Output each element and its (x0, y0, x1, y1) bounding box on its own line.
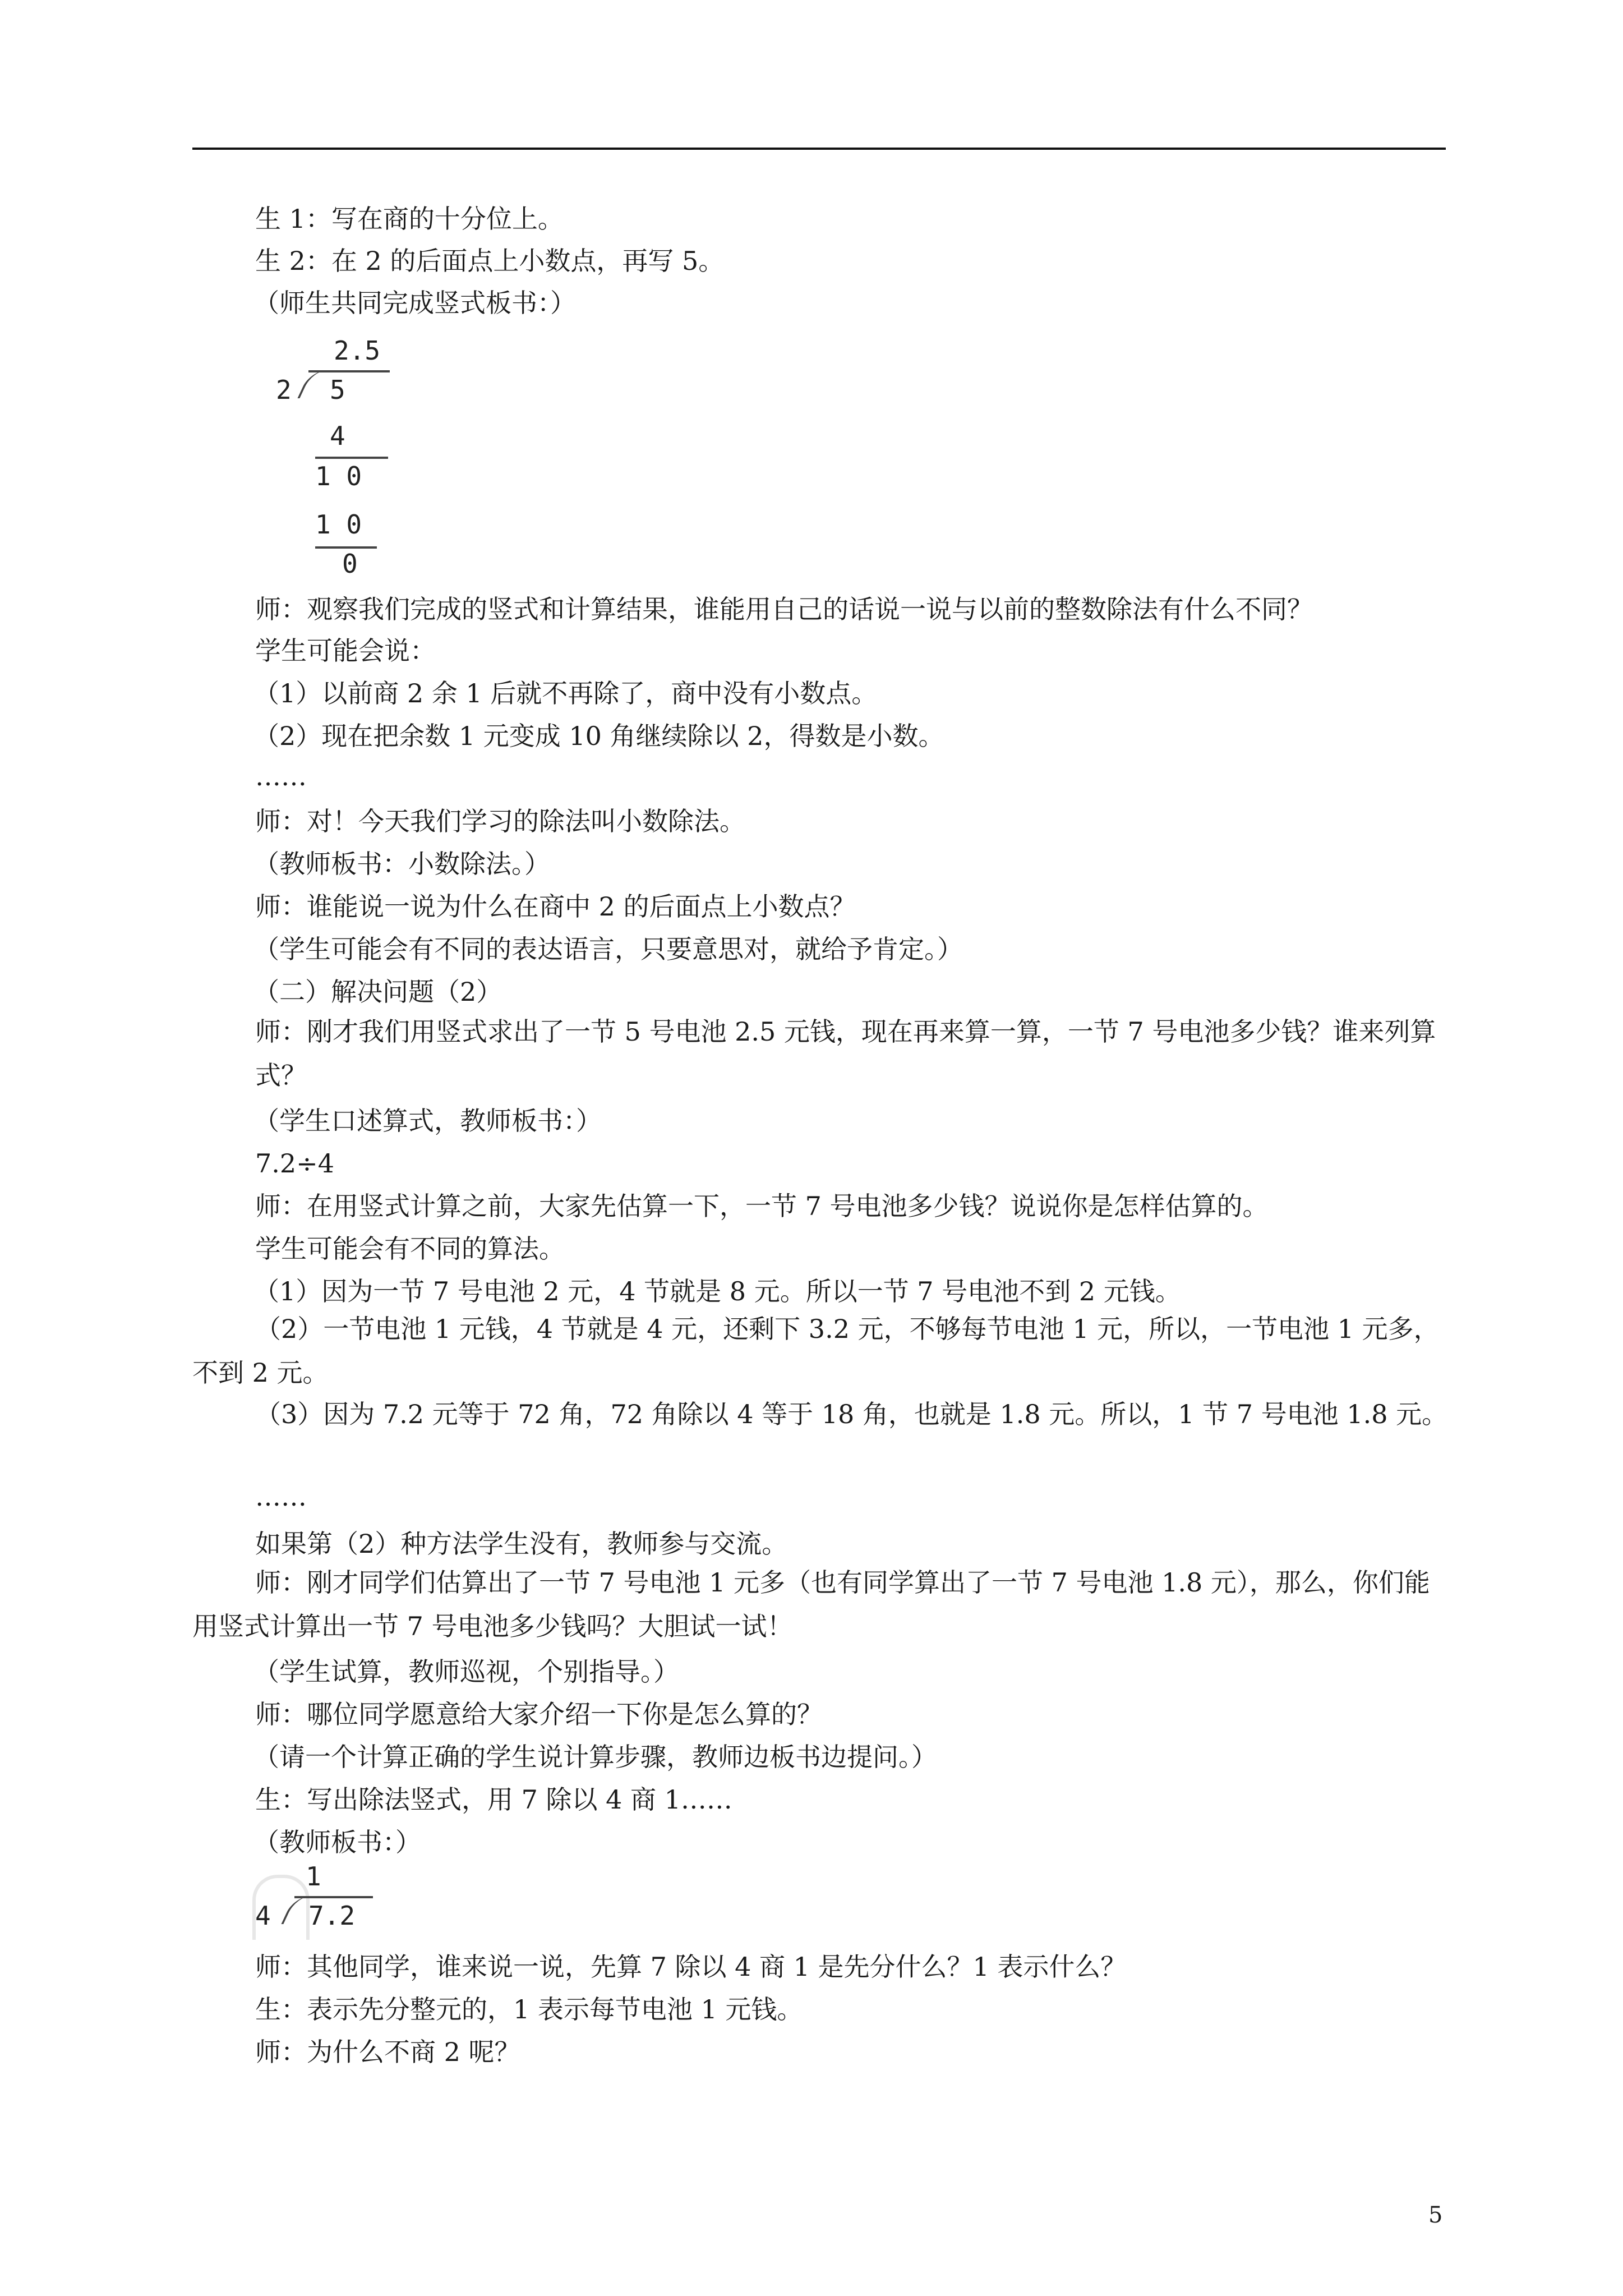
paragraph-text: （3）因为 7.2 元等于 72 角，72 角除以 4 等于 18 角，也就是 1.8 元。所以，1 节 7 号电池 1.8 元。 (255, 1399, 1448, 1429)
page-number: 5 (1428, 2202, 1443, 2228)
quotient: 2.5 (334, 335, 381, 366)
text-line: 师：其他同学，谁来说一说，先算 7 除以 4 商 1 是先分什么？1 表示什么？ (255, 1952, 1127, 1982)
text-line: （师生共同完成竖式板书：） (253, 288, 576, 318)
division-bracket (281, 1896, 312, 1924)
text-line: 生：写出除法竖式，用 7 除以 4 商 1…… (255, 1784, 732, 1815)
text-line: （学生口述算式，教师板书：） (253, 1106, 602, 1136)
step-product: 1 0 (315, 509, 362, 540)
paragraph (192, 1561, 1449, 1648)
text-line: （教师板书：） (253, 1827, 421, 1857)
text-line: （1）因为一节 7 号电池 2 元，4 节就是 8 元。所以一节 7 号电池不到 2 元钱。 (253, 1276, 1181, 1306)
text-line: （1）以前商 2 余 1 后就不再除了，商中没有小数点。 (253, 678, 878, 708)
text-line: （请一个计算正确的学生说计算步骤，教师边板书边提问。） (253, 1742, 937, 1772)
divisor: 2 (276, 375, 292, 405)
text-line: 师：观察我们完成的竖式和计算结果，谁能用自己的话说一说与以前的整数除法有什么不同？ (255, 594, 1313, 624)
text-line: 生 2：在 2 的后面点上小数点，再写 5。 (255, 246, 725, 276)
text-line: （学生试算，教师巡视，个别指导。） (253, 1657, 679, 1687)
header-rule (192, 148, 1446, 150)
text-line: 生：表示先分整元的，1 表示每节电池 1 元钱。 (255, 1994, 803, 2024)
text-line: 师：谁能说一说为什么在商中 2 的后面点上小数点？ (255, 891, 856, 922)
text-line: 师：为什么不商 2 呢？ (255, 2037, 520, 2067)
paragraph (192, 1307, 1449, 1395)
division-bracket (297, 370, 328, 398)
paragraph (255, 1010, 1450, 1097)
quotient: 1 (306, 1861, 321, 1892)
text-line: 师：对！今天我们学习的除法叫小数除法。 (255, 806, 745, 836)
text-line: （学生可能会有不同的表达语言，只要意思对，就给予肯定。） (253, 934, 963, 964)
final-remainder: 0 (342, 549, 358, 579)
long-division-2 (255, 1861, 384, 1940)
text-line: 师：在用竖式计算之前，大家先估算一下，一节 7 号电池多少钱？说说你是怎样估算的。 (255, 1191, 1269, 1221)
ellipsis: …… (255, 761, 307, 792)
text-line: （2）现在把余数 1 元变成 10 角继续除以 2，得数是小数。 (253, 721, 944, 751)
dividend: 5 (330, 375, 345, 405)
ellipsis: …… (255, 1481, 307, 1512)
divisor: 4 (255, 1901, 271, 1931)
paragraph-text: 师：刚才同学们估算出了一节 7 号电池 1 元多（也有同学算出了一节 7 号电池 1.8 元），那么，你们能用竖式计算出一节 7 号电池多少钱吗？大胆试一试！ (192, 1567, 1430, 1641)
paragraph-text: （2）一节电池 1 元钱，4 节就是 4 元，还剩下 3.2 元，不够每节电池 1 元，所以，一节电池 1 元多，不到 2 元。 (192, 1314, 1440, 1388)
subtract-line (315, 457, 388, 459)
paragraph-text: 师：刚才我们用竖式求出了一节 5 号电池 2.5 元钱，现在再来算一算，一节 7 号电池多少钱？谁来列算式？ (255, 1016, 1436, 1091)
formula: 7.2÷4 (255, 1148, 334, 1179)
text-line: 学生可能会说： (255, 636, 436, 666)
text-line: 如果第（2）种方法学生没有，教师参与交流。 (255, 1529, 788, 1559)
text-line: 学生可能会有不同的算法。 (255, 1234, 565, 1264)
text-line: 生 1：写在商的十分位上。 (255, 204, 564, 234)
section-heading: （二）解决问题（2） (253, 977, 502, 1007)
long-division-1 (264, 331, 404, 578)
paragraph (192, 1392, 1449, 1436)
step-remainder: 1 0 (315, 461, 362, 491)
step-product: 4 (330, 421, 345, 451)
text-line: 师：哪位同学愿意给大家介绍一下你是怎么算的？ (255, 1699, 823, 1729)
text-line: （教师板书：小数除法。） (253, 849, 550, 879)
dividend: 7.2 (308, 1901, 356, 1931)
